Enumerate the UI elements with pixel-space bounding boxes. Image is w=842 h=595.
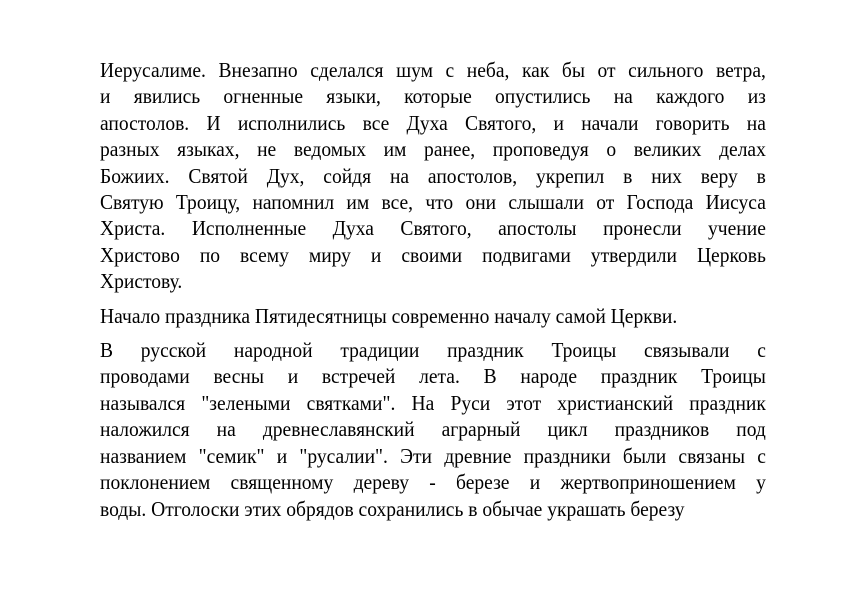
text-line: воды. Отголоски этих обрядов сохранились в обычае украшать березу — [100, 496, 685, 521]
text-line: апостолов. И исполнились все Духа Святого, и начали говорить на — [100, 110, 766, 135]
text-line: поклонением священному дереву - березе и жертвоприношением у — [100, 470, 766, 495]
text-line: В русской народной традиции праздник Троицы связывали с — [100, 338, 766, 363]
text-line: Божиих. Святой Дух, сойдя на апостолов, укрепил в них веру в — [100, 163, 766, 188]
text-line: Христа. Исполненные Духа Святого, апостолы пронесли учение — [100, 216, 766, 241]
text-line: и явились огненные языки, которые опустились на каждого из — [100, 84, 766, 109]
text-line: Святую Троицу, напомнил им все, что они слышали от Господа Иисуса — [100, 190, 766, 215]
document-body — [100, 57, 766, 530]
text-line: проводами весны и встречей лета. В народе праздник Троицы — [100, 364, 766, 389]
text-line: Христову. — [100, 269, 183, 294]
text-line: названием "семик" и "русалии". Эти древние праздники были связаны с — [100, 443, 766, 468]
text-line: Христово по всему миру и своими подвигами утвердили Церковь — [100, 242, 766, 267]
text-line: Иерусалиме. Внезапно сделался шум с неба, как бы от сильного ветра, — [100, 58, 766, 82]
paragraph-2 — [100, 303, 766, 329]
paragraph-3 — [100, 337, 766, 522]
text-line: разных языках, не ведомых им ранее, проповедуя о великих делах — [100, 137, 766, 162]
text-line: наложился на древнеславянский аграрный цикл праздников под — [100, 417, 766, 442]
paragraph-1 — [100, 57, 766, 295]
text-line: Начало праздника Пятидесятницы современно началу самой Церкви. — [100, 303, 678, 328]
text-line: назывался "зелеными святками". На Руси этот христианский праздник — [100, 390, 766, 415]
